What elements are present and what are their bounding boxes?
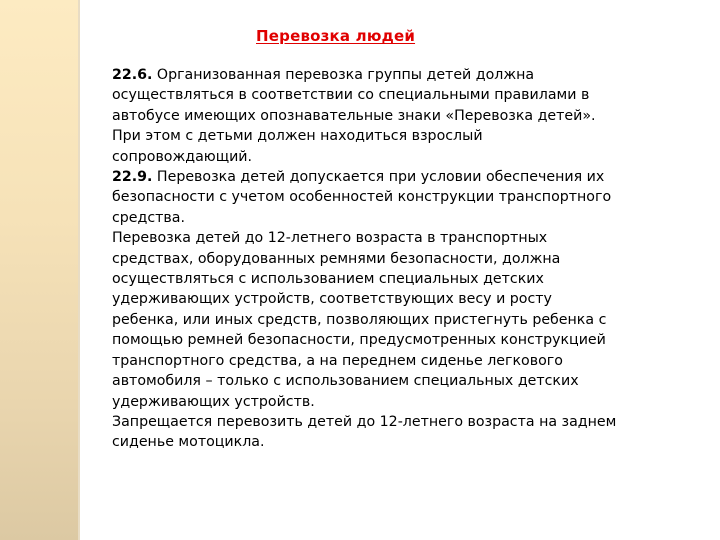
rule-number: 22.6. — [112, 67, 153, 83]
text-line: 22.6. Организованная перевозка группы детей должна — [112, 67, 535, 83]
slide-title: Перевозка людей — [256, 27, 416, 45]
text-line: сиденье мотоцикла. — [112, 434, 265, 451]
text-line: сопровождающий. — [112, 148, 253, 165]
text-line: 22.9. Перевозка детей допускается при условии обеспечения их — [112, 169, 605, 186]
text-line: автомобиля – только с использованием специальных детских — [112, 373, 579, 390]
text-line: средства. — [112, 209, 185, 226]
text-line: осуществляться в соответствии со специальными правилами в — [112, 87, 590, 104]
text-line: автобусе имеющих опознавательные знаки «Перевозка детей». — [112, 107, 596, 124]
text-line: ребенка, или иных средств, позволяющих пристегнуть ребенка с — [112, 311, 607, 328]
text-line: Запрещается перевозить детей до 12-летнего возраста на заднем — [112, 413, 617, 430]
text-line: удерживающих устройств. — [112, 393, 315, 410]
text-line: транспортного средства, а на переднем сиденье легкового — [112, 352, 563, 369]
text-line: средствах, оборудованных ремнями безопасности, должна — [112, 250, 561, 267]
text-line: При этом с детьми должен находиться взрослый — [112, 128, 483, 145]
text-line: помощью ремней безопасности, предусмотренных конструкцией — [112, 332, 606, 349]
decorative-side-strip — [0, 0, 80, 540]
rule-number: 22.9. — [112, 169, 153, 186]
text-line: безопасности с учетом особенностей конструкции транспортного — [112, 189, 612, 206]
slide-body — [112, 65, 712, 453]
text-line: осуществляться с использованием специальных детских — [112, 271, 544, 288]
text-line: Перевозка детей до 12-летнего возраста в транспортных — [112, 230, 548, 247]
text-line: удерживающих устройств, соответствующих весу и росту — [112, 291, 552, 308]
